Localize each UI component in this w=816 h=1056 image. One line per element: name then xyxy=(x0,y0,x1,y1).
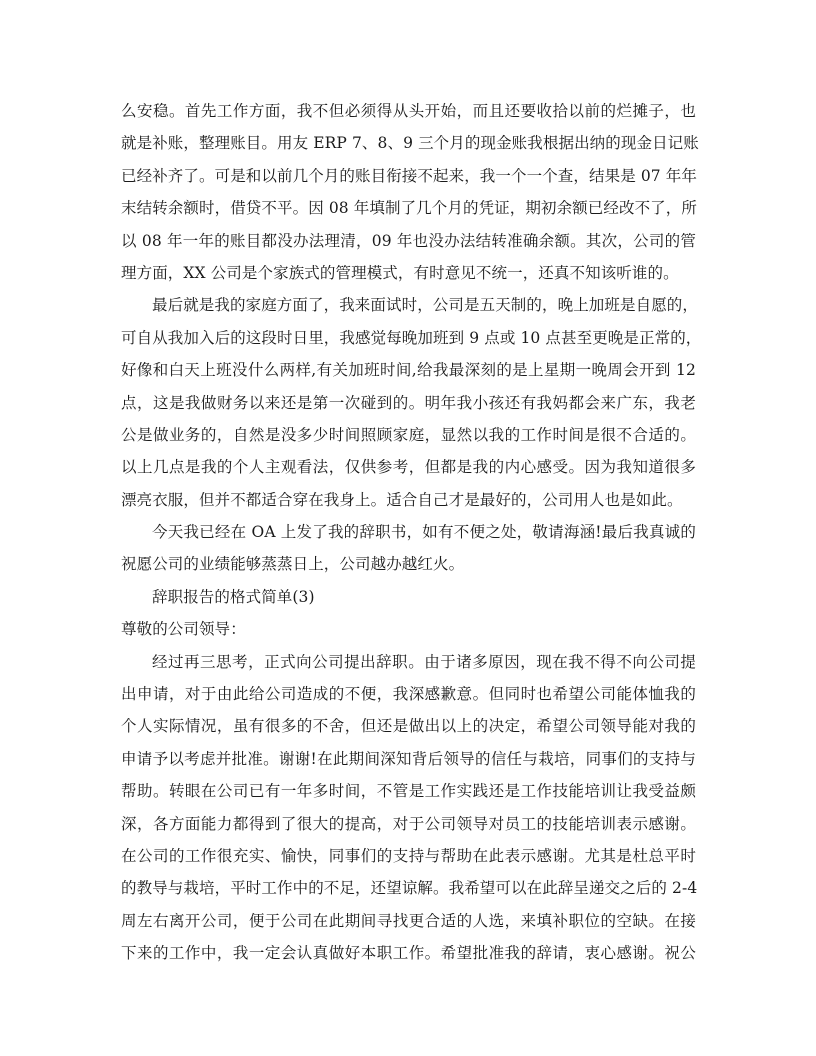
salutation: 尊敬的公司领导： xyxy=(121,620,246,639)
paragraph-line: 漂亮衣服，但并不都适合穿在我身上。适合自己才是最好的，公司用人也是如此。 xyxy=(121,490,683,509)
paragraph-line: 最后就是我的家庭方面了，我来面试时，公司是五天制的，晚上加班是自愿的， xyxy=(152,296,699,315)
paragraph-line: 已经补齐了。可是和以前几个月的账目衔接不起来，我一个一个查，结果是 07 年年 xyxy=(121,166,697,185)
paragraph-line: 理方面，XX 公司是个家族式的管理模式，有时意见不统一，还真不知该听谁的。 xyxy=(121,263,679,282)
paragraph-line: 好像和白天上班没什么两样,有关加班时间,给我最深刻的是上星期一晚周会开到 12 xyxy=(121,361,696,380)
paragraph-line: 经过再三思考，正式向公司提出辞职。由于诸多原因，现在我不得不向公司提 xyxy=(152,652,696,671)
paragraph-line: 帮助。转眼在公司已有一年多时间，不管是工作实践还是工作技能培训让我受益颇 xyxy=(121,782,696,801)
paragraph-line: 出申请，对于由此给公司造成的不便，我深感歉意。但同时也希望公司能体恤我的 xyxy=(121,685,696,704)
section-heading: 辞职报告的格式简单(3) xyxy=(152,587,315,606)
paragraph-line: 就是补账，整理账目。用友 ERP 7、8、9 三个月的现金账我根据出纳的现金日记账 xyxy=(121,134,699,153)
paragraph-line: 深，各方面能力都得到了很大的提高，对于公司领导对员工的技能培训表示感谢。 xyxy=(121,814,696,833)
document-body xyxy=(121,95,702,970)
paragraph-line: 的教导与栽培，平时工作中的不足，还望谅解。我希望可以在此辞呈递交之后的 2-4 xyxy=(121,879,698,898)
paragraph-line: 公是做业务的，自然是没多少时间照顾家庭，显然以我的工作时间是很不合适的。 xyxy=(121,425,696,444)
paragraph-line: 可自从我加入后的这段时日里，我感觉每晚加班到 9 点或 10 点甚至更晚是正常的， xyxy=(121,328,702,347)
paragraph-line: 以上几点是我的个人主观看法，仅供参考，但都是我的内心感受。因为我知道很多 xyxy=(121,458,696,477)
paragraph-line: 周左右离开公司，便于公司在此期间寻找更合适的人选，来填补职位的空缺。在接 xyxy=(121,911,696,930)
paragraph-line: 以 08 年一年的账目都没办法理清，09 年也没办法结转准确余额。其次，公司的管 xyxy=(121,231,696,250)
paragraph-line: 末结转余额时，借贷不平。因 08 年填制了几个月的凭证，期初余额已经改不了，所 xyxy=(121,199,697,218)
paragraph-line: 个人实际情况，虽有很多的不舍，但还是做出以上的决定，希望公司领导能对我的 xyxy=(121,717,696,736)
paragraph-line: 在公司的工作很充实、愉快，同事们的支持与帮助在此表示感谢。尤其是杜总平时 xyxy=(121,846,696,865)
paragraph-line: 今天我已经在 OA 上发了我的辞职书，如有不便之处，敬请海涵!最后我真诚的 xyxy=(152,523,696,542)
paragraph-line: 点，这是我做财务以来还是第一次碰到的。明年我小孩还有我妈都会来广东，我老 xyxy=(121,393,696,412)
paragraph-line: 申请予以考虑并批准。谢谢!在此期间深知背后领导的信任与栽培，同事们的支持与 xyxy=(121,749,696,768)
paragraph-line: 么安稳。首先工作方面，我不但必须得从头开始，而且还要收拾以前的烂摊子，也 xyxy=(121,102,696,120)
paragraph-line: 祝愿公司的业绩能够蒸蒸日上，公司越办越红火。 xyxy=(121,555,465,574)
paragraph-line: 下来的工作中，我一定会认真做好本职工作。希望批准我的辞请，衷心感谢。祝公 xyxy=(121,944,696,963)
